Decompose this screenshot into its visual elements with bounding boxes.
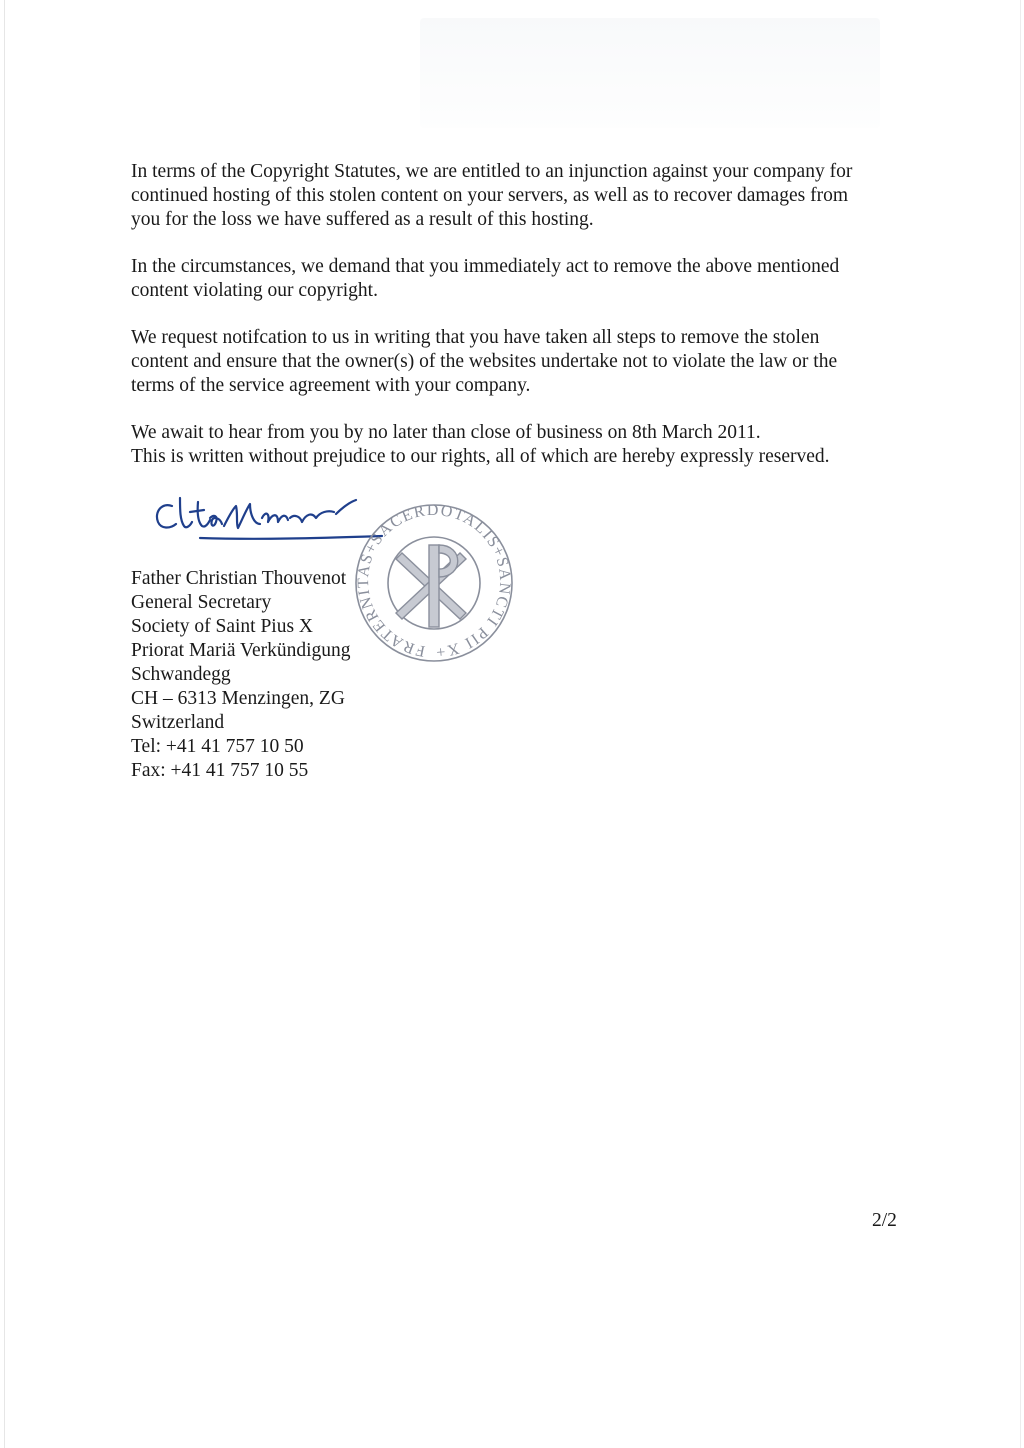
scan-edge-left bbox=[4, 0, 5, 1448]
sender-block bbox=[131, 567, 351, 783]
sender-postal: CH – 6313 Menzingen, ZG bbox=[131, 688, 345, 709]
paragraph-notification bbox=[131, 326, 911, 398]
letter-body bbox=[131, 160, 911, 492]
text-line: We await to hear from you by no later than close of business on 8th March 2011. bbox=[131, 422, 761, 443]
text-line: content violating our copyright. bbox=[131, 280, 378, 301]
text-line: In terms of the Copyright Statutes, we are entitled to an injunction against your company for bbox=[131, 161, 853, 182]
sender-fax: Fax: +41 41 757 10 55 bbox=[131, 760, 309, 781]
sender-title: General Secretary bbox=[131, 592, 272, 613]
text-line: continued hosting of this stolen content on your servers, as well as to recover damages from bbox=[131, 185, 848, 206]
text-line: you for the loss we have suffered as a result of this hosting. bbox=[131, 209, 594, 230]
sender-priory: Priorat Mariä Verkündigung bbox=[131, 640, 351, 661]
page-number: 2/2 bbox=[872, 1210, 897, 1231]
text-line: content and ensure that the owner(s) of the websites undertake not to violate the law or the bbox=[131, 351, 838, 372]
svg-text:FRATERNITAS+SACERDOTALIS+SANCT: FRATERNITAS+SACERDOTALIS+SANCTI PII X+ bbox=[354, 501, 514, 661]
sender-country: Switzerland bbox=[131, 712, 225, 733]
paragraph-injunction bbox=[131, 160, 911, 232]
text-line: This is written without prejudice to our rights, all of which are hereby expressly reserved. bbox=[131, 446, 830, 467]
official-seal bbox=[352, 497, 517, 667]
chi-rho-icon bbox=[396, 545, 466, 627]
sender-name: Father Christian Thouvenot bbox=[131, 568, 347, 589]
paragraph-demand bbox=[131, 255, 911, 303]
text-line: In the circumstances, we demand that you immediately act to remove the above mentioned bbox=[131, 256, 840, 277]
sender-place: Schwandegg bbox=[131, 664, 231, 685]
text-line: terms of the service agreement with your company. bbox=[131, 375, 531, 396]
paragraph-deadline bbox=[131, 421, 911, 469]
text-line: We request notifcation to us in writing that you have taken all steps to remove the stolen bbox=[131, 327, 820, 348]
sender-organization: Society of Saint Pius X bbox=[131, 616, 314, 637]
scan-show-through bbox=[420, 18, 880, 128]
scan-edge-right bbox=[1020, 0, 1021, 1448]
sender-tel: Tel: +41 41 757 10 50 bbox=[131, 736, 304, 757]
